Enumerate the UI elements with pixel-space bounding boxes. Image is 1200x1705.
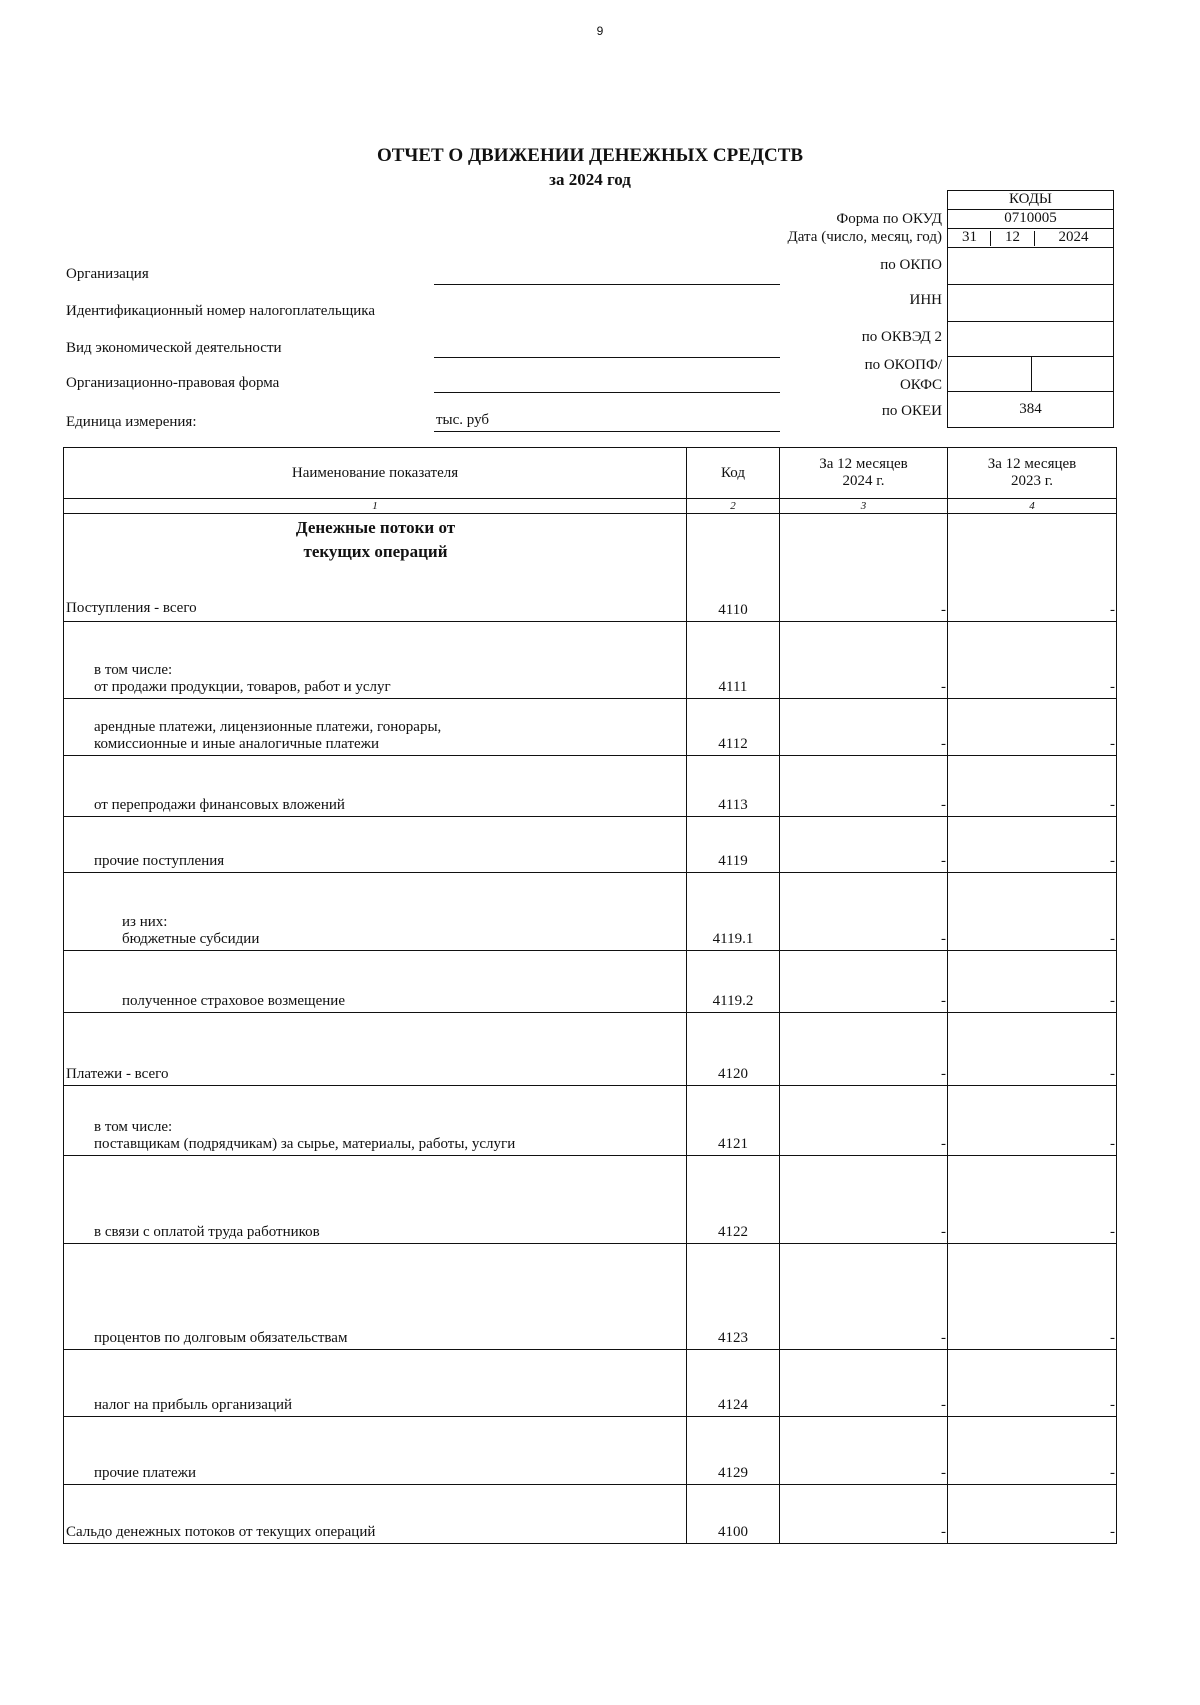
value-2023: -: [948, 951, 1117, 1013]
col-number: 2: [687, 499, 780, 514]
okei-value: 384: [1019, 401, 1042, 417]
activity-label: Вид экономической деятельности: [66, 340, 282, 356]
value-2024: -: [780, 1156, 948, 1244]
value-2024: -: [780, 817, 948, 873]
cash-flow-table: [63, 447, 1117, 1544]
okopf-label: по ОКОПФ/: [864, 357, 942, 373]
value-2024: -: [780, 699, 948, 756]
value-2023: -: [948, 1485, 1117, 1544]
value-2024: -: [780, 1013, 948, 1086]
document-subtitle: за 2024 год: [549, 170, 631, 189]
section-title-line-2: текущих операций: [303, 542, 448, 561]
col-number: 4: [948, 499, 1117, 514]
row-name: Сальдо денежных потоков от текущих операций: [64, 1485, 687, 1544]
value-2024: -: [780, 873, 948, 951]
row-label: комиссионные и иные аналогичные платежи: [94, 736, 380, 752]
value-2023: -: [948, 1156, 1117, 1244]
table-row: [64, 1156, 1117, 1244]
row-code: 4124: [687, 1350, 780, 1417]
date-label: Дата (число, месяц, год): [787, 229, 942, 245]
unit-line: [434, 431, 780, 432]
value-2023: -: [948, 1244, 1117, 1350]
section-title: [64, 514, 687, 564]
table-row: [64, 514, 1117, 622]
row-prefix: в том числе:: [94, 1119, 173, 1135]
row-name: Платежи - всего: [64, 1013, 687, 1086]
okpo-label: по ОКПО: [880, 257, 942, 273]
page-number: 9: [596, 24, 604, 38]
value-2024: -: [780, 1086, 948, 1156]
organization-line: [434, 284, 780, 285]
row-label: бюджетные субсидии: [122, 931, 260, 947]
row-name: полученное страховое возмещение: [64, 951, 687, 1013]
row-code: 4123: [687, 1244, 780, 1350]
okved-label: по ОКВЭД 2: [861, 329, 942, 345]
okfs-label: ОКФС: [899, 377, 942, 393]
value-2023: -: [948, 1086, 1117, 1156]
row-code: 4119.1: [687, 873, 780, 951]
date-year: 2024: [1058, 229, 1089, 245]
section-title-line-1: Денежные потоки от: [295, 518, 456, 537]
activity-line: [434, 357, 780, 358]
codes-box: [947, 190, 1114, 428]
header-period-2024-label: За 12 месяцев: [819, 456, 908, 472]
value-2023: -: [948, 1350, 1117, 1417]
document-title: ОТЧЕТ О ДВИЖЕНИИ ДЕНЕЖНЫХ СРЕДСТВ: [376, 145, 804, 166]
row-name: [64, 622, 687, 699]
row-label: Поступления - всего: [66, 600, 197, 616]
row-name: [64, 873, 687, 951]
value-2023: -: [948, 514, 1117, 622]
table-row: [64, 622, 1117, 699]
row-name: налог на прибыль организаций: [64, 1350, 687, 1417]
header-name: Наименование показателя: [64, 448, 687, 499]
row-name: [64, 699, 687, 756]
value-2024: -: [780, 1244, 948, 1350]
row-name: прочие поступления: [64, 817, 687, 873]
table-row: [64, 817, 1117, 873]
row-code: 4113: [687, 756, 780, 817]
table-row: [64, 1013, 1117, 1086]
row-prefix: из них:: [122, 914, 168, 930]
row-name: [64, 514, 687, 622]
row-name: в связи с оплатой труда работников: [64, 1156, 687, 1244]
codes-header: КОДЫ: [1008, 191, 1053, 207]
legal-form-line: [434, 392, 780, 393]
value-2024: -: [780, 1417, 948, 1485]
value-2024: -: [780, 514, 948, 622]
legal-form-label: Организационно-правовая форма: [66, 375, 280, 391]
inn-label: Идентификационный номер налогоплательщика: [66, 303, 376, 319]
table-row: [64, 873, 1117, 951]
col-number: 1: [64, 499, 687, 514]
row-label: от продажи продукции, товаров, работ и услуг: [94, 679, 391, 695]
unit-value: тыс. руб: [436, 412, 490, 428]
value-2023: -: [948, 622, 1117, 699]
date-day: 31: [962, 229, 977, 245]
value-2023: -: [948, 817, 1117, 873]
table-row: [64, 1350, 1117, 1417]
table-row: [64, 699, 1117, 756]
row-label: поставщикам (подрядчикам) за сырье, материалы, работы, услуги: [94, 1136, 516, 1152]
row-code: 4112: [687, 699, 780, 756]
header-code: Код: [687, 448, 780, 499]
value-2023: -: [948, 1417, 1117, 1485]
table-row: [64, 951, 1117, 1013]
row-name: процентов по долговым обязательствам: [64, 1244, 687, 1350]
row-code: 4111: [687, 622, 780, 699]
row-code: 4122: [687, 1156, 780, 1244]
row-name: [64, 1086, 687, 1156]
row-code: 4119.2: [687, 951, 780, 1013]
inn-code-label: ИНН: [909, 292, 942, 308]
row-code: 4119: [687, 817, 780, 873]
row-code: 4121: [687, 1086, 780, 1156]
value-2023: -: [948, 873, 1117, 951]
col-number: 3: [780, 499, 948, 514]
table-row: [64, 1417, 1117, 1485]
okud-value: 0710005: [1004, 210, 1057, 226]
unit-label: Единица измерения:: [66, 414, 197, 430]
value-2024: -: [780, 951, 948, 1013]
value-2024: -: [780, 1350, 948, 1417]
table-row: [64, 756, 1117, 817]
row-name: от перепродажи финансовых вложений: [64, 756, 687, 817]
table-row: [64, 1086, 1117, 1156]
value-2024: -: [780, 756, 948, 817]
okud-label: Форма по ОКУД: [836, 211, 942, 227]
value-2024: -: [780, 1485, 948, 1544]
okei-label: по ОКЕИ: [881, 403, 942, 419]
row-prefix: в том числе:: [94, 662, 173, 678]
value-2023: -: [948, 756, 1117, 817]
header-period-2024-year: 2024 г.: [842, 473, 885, 489]
row-code: 4120: [687, 1013, 780, 1086]
value-2024: -: [780, 622, 948, 699]
table-row: [64, 1485, 1117, 1544]
organization-label: Организация: [66, 266, 149, 282]
row-code: 4100: [687, 1485, 780, 1544]
date-month: 12: [1005, 229, 1020, 245]
row-code: 4129: [687, 1417, 780, 1485]
header-period-2024: [780, 448, 948, 499]
row-prefix: арендные платежи, лицензионные платежи, гонорары,: [94, 719, 442, 735]
header-period-2023-year: 2023 г.: [1011, 473, 1053, 489]
header-period-2023: [948, 448, 1117, 499]
row-code: 4110: [687, 514, 780, 622]
value-2023: -: [948, 1013, 1117, 1086]
header-period-2023-label: За 12 месяцев: [987, 456, 1077, 472]
table-row: [64, 1244, 1117, 1350]
value-2023: -: [948, 699, 1117, 756]
row-name: прочие платежи: [64, 1417, 687, 1485]
